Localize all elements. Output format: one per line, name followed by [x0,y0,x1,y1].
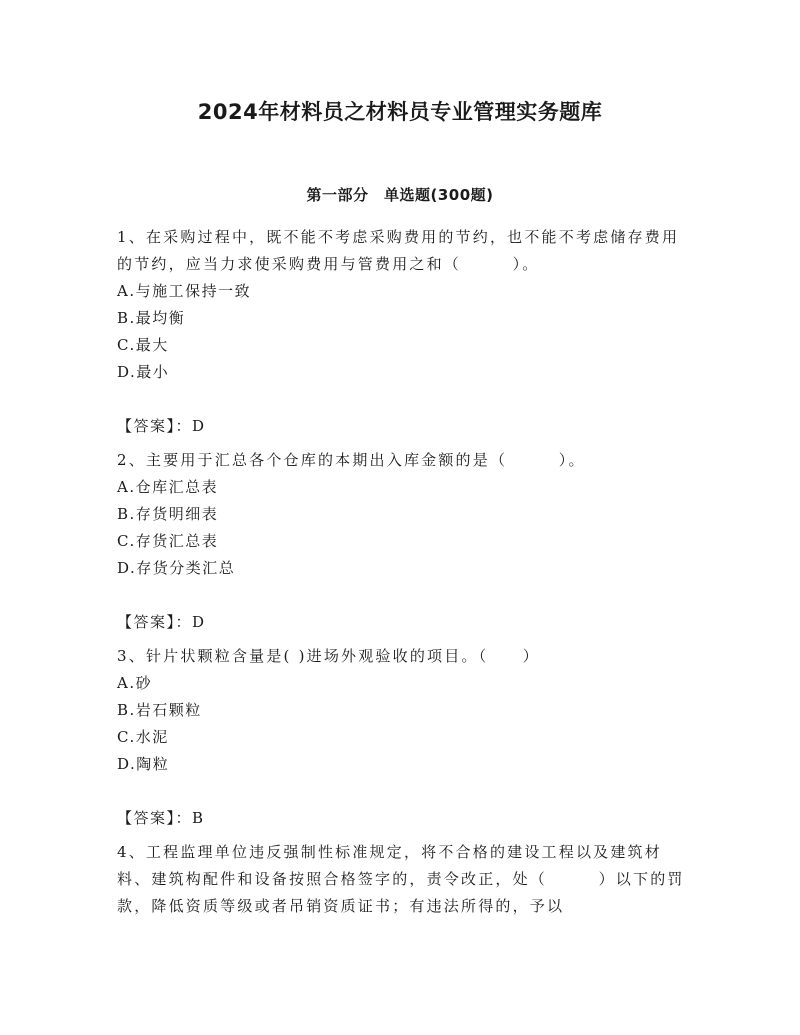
question-item [117,839,687,920]
option-a: A.与施工保持一致 [117,282,252,300]
question-item [117,224,687,447]
option-c: C.最大 [117,336,169,354]
option-a: A.砂 [117,674,153,692]
option-d: D.最小 [117,363,170,381]
option-c: C.存货汇总表 [117,532,219,550]
answer-line: 【答案】：D [117,417,206,435]
answer-line: 【答案】：D [117,613,206,631]
option-b: B.存货明细表 [117,505,219,523]
question-text: 1、在采购过程中，既不能不考虑采购费用的节约，也不能不考虑储存费用的节约，应当力求使采购费用与管费用之和（ ）。 [117,228,680,273]
option-a: A.仓库汇总表 [117,478,219,496]
option-d: D.陶粒 [117,755,170,773]
answer-line: 【答案】：B [117,809,205,827]
question-text: 4、工程监理单位违反强制性标准规定，将不合格的建设工程以及建筑材料、建筑构配件和设备按照合格签字的，责令改正，处（ ）以下的罚款，降低资质等级或者吊销资质证书；有违法所得的，予以 [117,843,685,915]
question-item [117,643,687,839]
option-d: D.存货分类汇总 [117,559,236,577]
option-c: C.水泥 [117,728,169,746]
option-b: B.岩石颗粒 [117,701,202,719]
question-list [117,224,687,920]
question-text: 3、针片状颗粒含量是( )进场外观验收的项目。（ ） [117,647,540,665]
question-text: 2、主要用于汇总各个仓库的本期出入库金额的是（ ）。 [117,451,586,469]
question-item [117,447,687,643]
option-b: B.最均衡 [117,309,186,327]
section-heading: 第一部分 单选题(300题) [306,186,494,204]
document-title: 2024年材料员之材料员专业管理实务题库 [197,100,603,124]
